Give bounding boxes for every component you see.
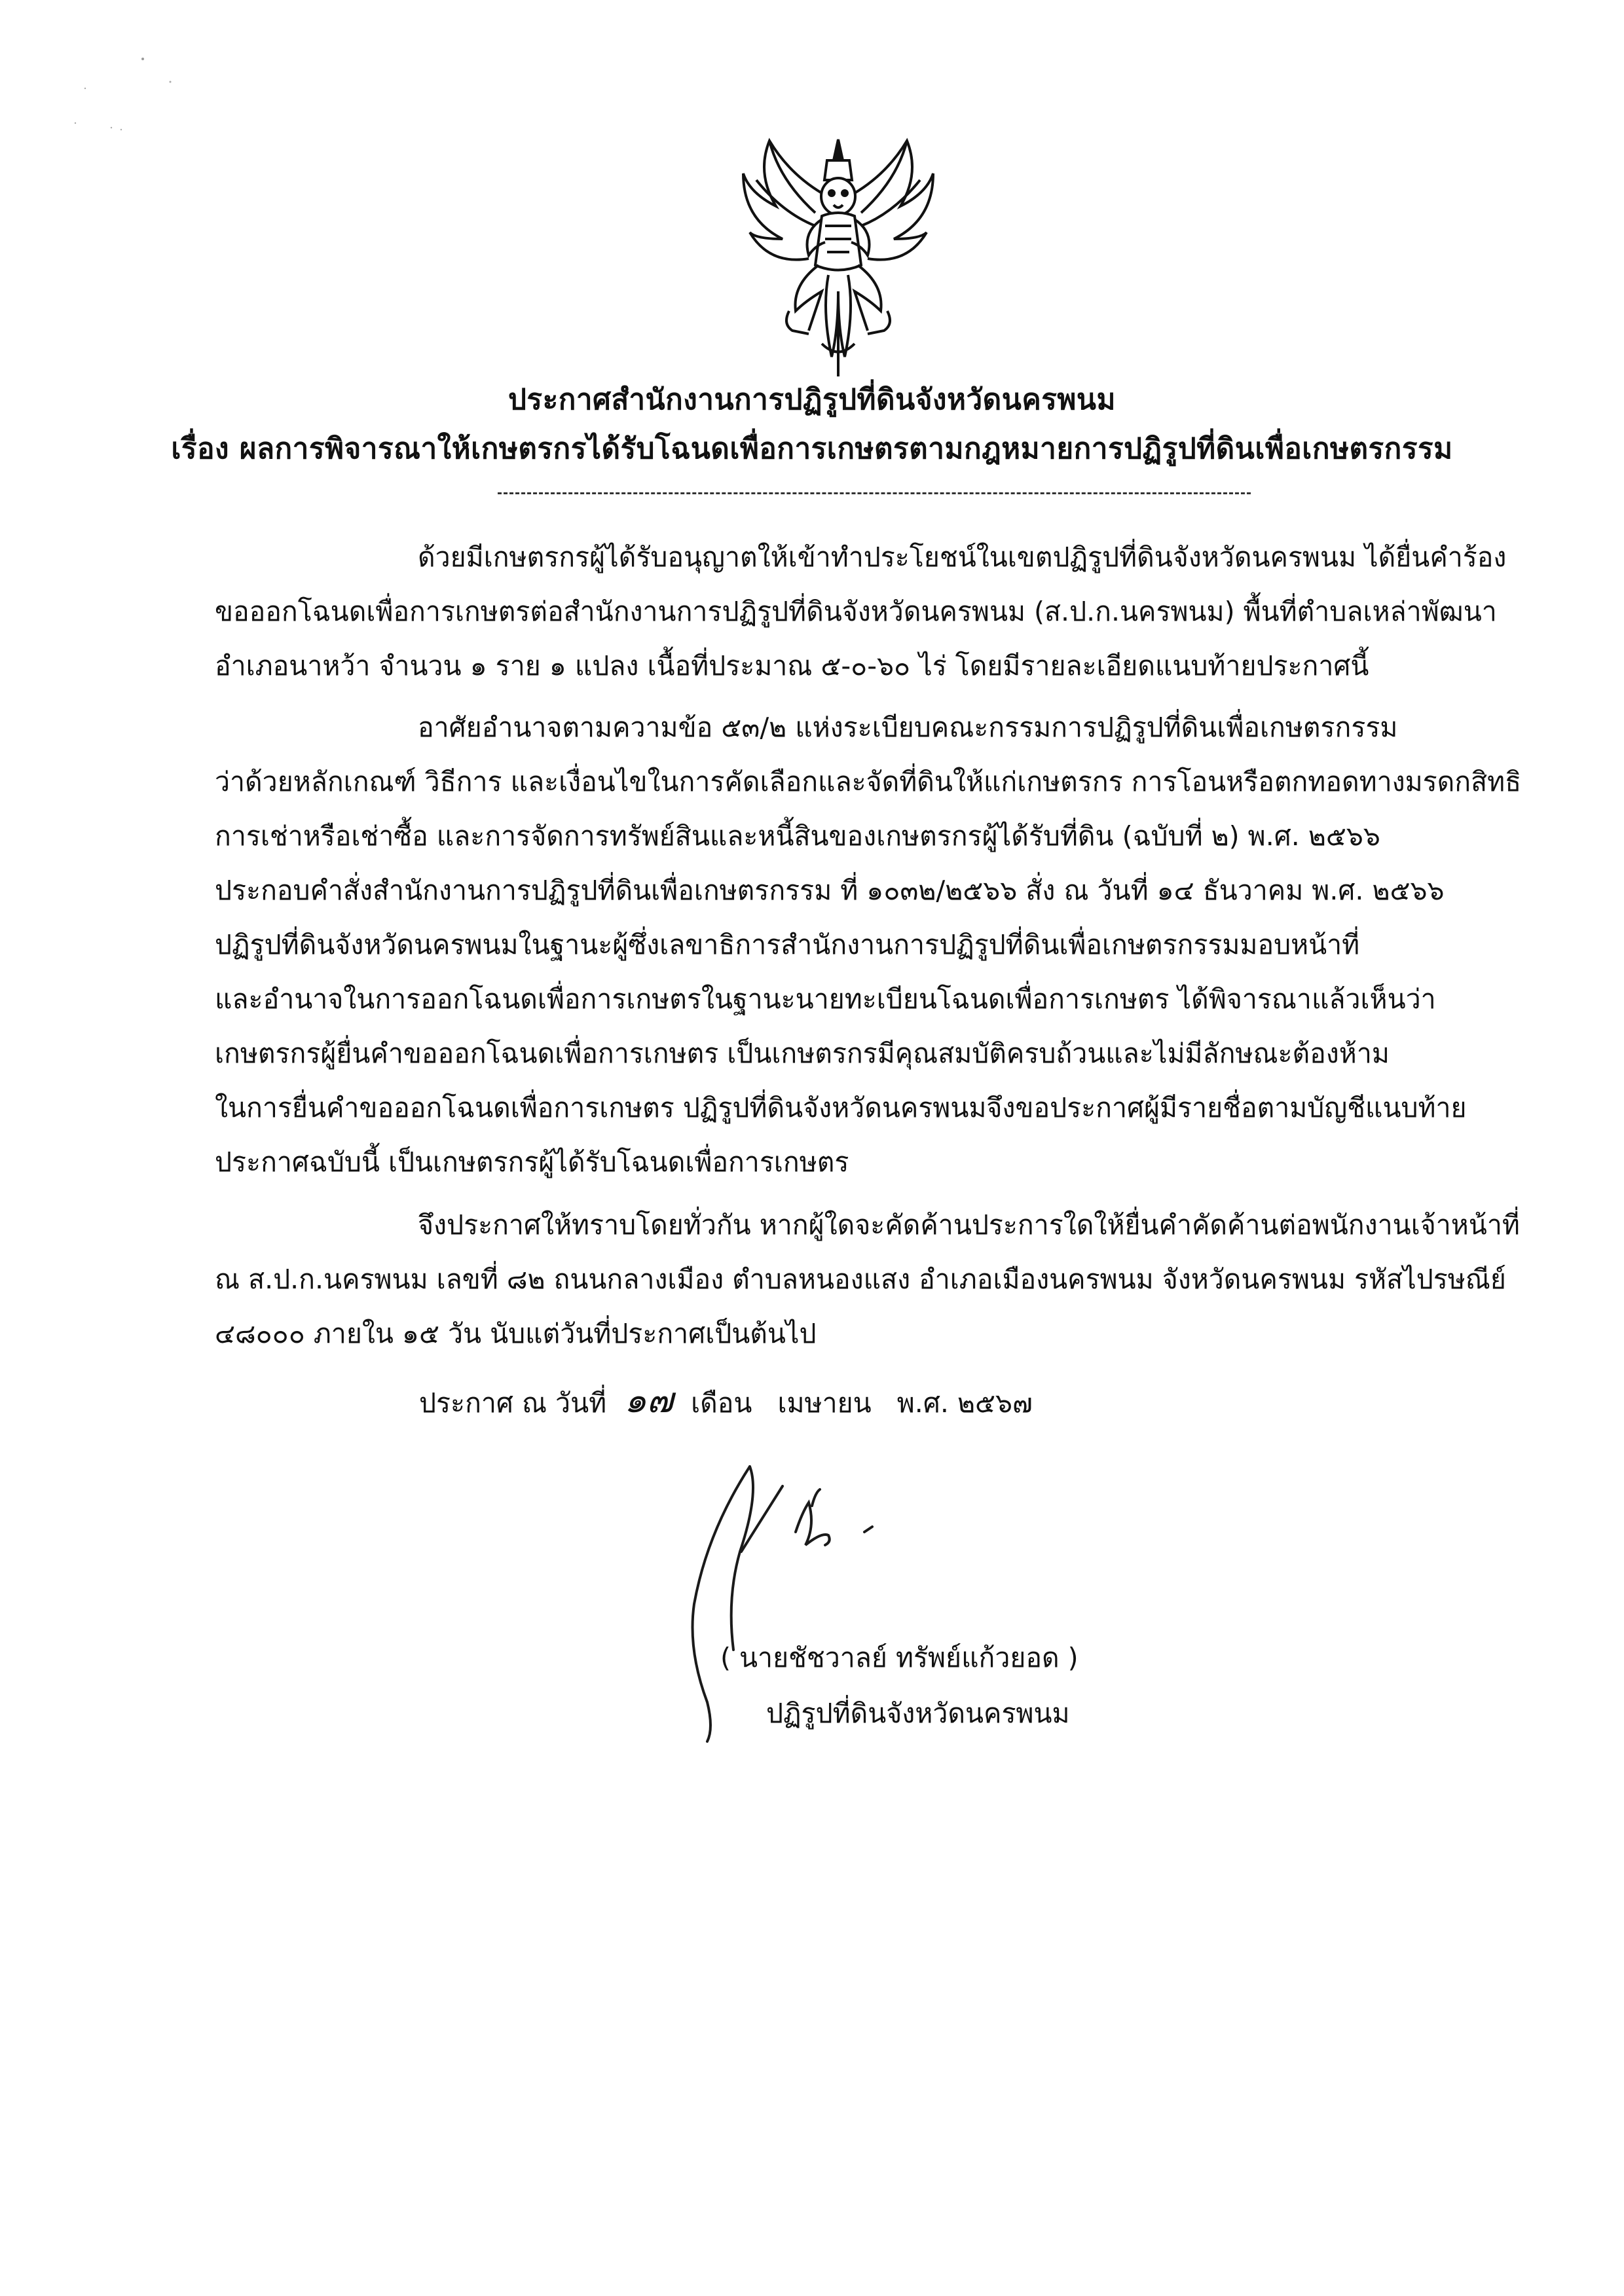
paragraph-line: ว่าด้วยหลักเกณฑ์ วิธีการ และเงื่อนไขในการคัดเลือกและจัดที่ดินให้แก่เกษตรกร การโอนหรือตกทอดทางมรดกสิทธิ (215, 766, 1522, 797)
paragraph-authority (215, 701, 1522, 1190)
paragraph-line: ณ ส.ป.ก.นครพนม เลขที่ ๘๒ ถนนกลางเมือง ตำบลหนองแสง อำเภอเมืองนครพนม จังหวัดนครพนม รหัสไปรษณีย์ (215, 1264, 1506, 1295)
signer-name: ( นายชัชวาลย์ ทรัพย์แก้วยอด ) (720, 1642, 1079, 1673)
paragraph-line: ในการยื่นคำขอออกโฉนดเพื่อการเกษตร ปฏิรูปที่ดินจังหวัดนครพนมจึงขอประกาศผู้มีรายชื่อตามบัญชีแนบท้าย (215, 1092, 1467, 1123)
date-year: ๒๕๖๗ (957, 1387, 1033, 1419)
paragraph-line: ด้วยมีเกษตรกรผู้ได้รับอนุญาตให้เข้าทำประโยชน์ในเขตปฏิรูปที่ดินจังหวัดนครพนม ได้ยื่นคำร้อง (418, 541, 1507, 573)
paragraph-line: เกษตรกรผู้ยื่นคำขอออกโฉนดเพื่อการเกษตร เป็นเกษตรกรมีคุณสมบัติครบถ้วนและไม่มีลักษณะต้องห้าม (215, 1038, 1390, 1069)
paragraph-objection (215, 1198, 1520, 1361)
paragraph-line: ปฏิรูปที่ดินจังหวัดนครพนมในฐานะผู้ซึ่งเลขาธิการสำนักงานการปฏิรูปที่ดินเพื่อเกษตรกรรมมอบหน้าที่ (215, 929, 1360, 960)
signer-position: ปฏิรูปที่ดินจังหวัดนครพนม (766, 1698, 1070, 1729)
paragraph-line: และอำนาจในการออกโฉนดเพื่อการเกษตรในฐานะนายทะเบียนโฉนดเพื่อการเกษตร ได้พิจารณาแล้วเห็นว่า (215, 983, 1436, 1015)
paragraph-line: ขอออกโฉนดเพื่อการเกษตรต่อสำนักงานการปฏิรูปที่ดินจังหวัดนครพนม (ส.ป.ก.นครพนม) พื้นที่ตำบลเหล่าพัฒนา (215, 596, 1497, 627)
announcement-title: ประกาศสำนักงานการปฏิรูปที่ดินจังหวัดนครพนม (508, 383, 1116, 416)
announcement-date (419, 1372, 1033, 1428)
garuda-emblem-icon (730, 134, 946, 383)
dashed-divider (498, 492, 1251, 494)
paragraph-line: การเช่าหรือเช่าซื้อ และการจัดการทรัพย์สินและหนี้สินของเกษตรกรผู้ได้รับที่ดิน (ฉบับที่ ๒) พ.ศ. ๒๕๖๖ (215, 820, 1380, 852)
paragraph-line: อำเภอนาหว้า จำนวน ๑ ราย ๑ แปลง เนื้อที่ประมาณ ๕-๐-๖๐ ไร่ โดยมีรายละเอียดแนบท้ายประกาศนี้ (215, 650, 1369, 682)
scan-specks (59, 46, 203, 151)
paragraph-line: จึงประกาศให้ทราบโดยทั่วกัน หากผู้ใดจะคัดค้านประการใดให้ยื่นคำคัดค้านต่อพนักงานเจ้าหน้าที่ (418, 1209, 1520, 1241)
date-day: ๑๗ (624, 1379, 674, 1421)
paragraph-line: อาศัยอำนาจตามความข้อ ๕๓/๒ แห่งระเบียบคณะกรรมการปฏิรูปที่ดินเพื่อเกษตรกรรม (418, 712, 1398, 743)
paragraph-line: ประกอบคำสั่งสำนักงานการปฏิรูปที่ดินเพื่อเกษตรกรรม ที่ ๑๐๓๒/๒๕๖๖ สั่ง ณ วันที่ ๑๔ ธันวาคม พ.ศ. ๒๕๖๖ (215, 875, 1445, 906)
paragraph-line: ๔๘๐๐๐ ภายใน ๑๕ วัน นับแต่วันที่ประกาศเป็นต้นไป (215, 1318, 817, 1349)
date-month: เมษายน (777, 1387, 872, 1419)
announcement-subject: เรื่อง ผลการพิจารณาให้เกษตรกรได้รับโฉนดเพื่อการเกษตรตามกฎหมายการปฏิรูปที่ดินเพื่อเกษตรกรรม (171, 432, 1453, 465)
date-month-label: เดือน (691, 1387, 752, 1419)
date-prefix: ประกาศ ณ วันที่ (419, 1387, 607, 1419)
date-year-label: พ.ศ. (896, 1387, 949, 1419)
paragraph-request (215, 530, 1507, 693)
paragraph-line: ประกาศฉบับนี้ เป็นเกษตรกรผู้ได้รับโฉนดเพื่อการเกษตร (215, 1146, 849, 1178)
